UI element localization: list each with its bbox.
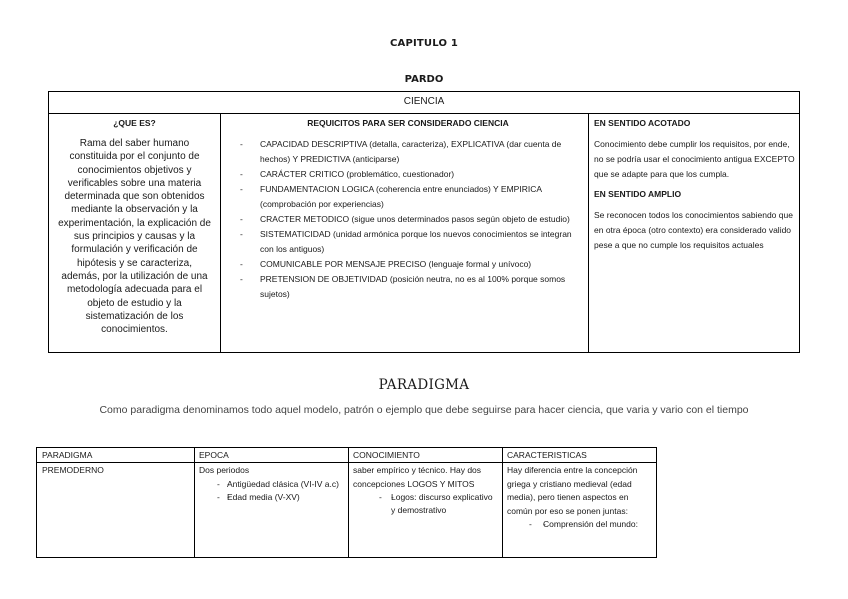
epoca-intro: Dos periodos	[199, 465, 250, 475]
list-item: - CRACTER METODICO (sigue unos determinados pasos según objeto de estudio)	[234, 212, 582, 227]
epoca-list	[199, 478, 343, 504]
list-item: - - Antigüedad clásica (VI-IV a.c)	[227, 478, 343, 491]
list-item: - CARÁCTER CRITICO (problemático, cuestionador)	[234, 167, 582, 182]
cell-paradigma: PREMODERNO	[42, 465, 104, 475]
list-item: - FUNDAMENTACION LOGICA (coherencia entre enunciados) Y EMPIRICA (comprobación por experiencias)	[234, 182, 582, 212]
paradigma-table	[36, 447, 657, 558]
ciencia-table	[48, 91, 800, 353]
list-item: - CAPACIDAD DESCRIPTIVA (detalla, caracteriza), EXPLICATIVA (dar cuenta de hechos) Y PREDICTIVA (anticiparse)	[234, 137, 582, 167]
header-caracteristicas: CARACTERISTICAS	[507, 450, 587, 460]
sentido-amplio-heading: EN SENTIDO AMPLIO	[594, 189, 682, 199]
ciencia-table-header: CIENCIA	[49, 92, 799, 114]
requisitos-list	[234, 137, 582, 302]
list-item: - - Edad media (V-XV)	[227, 491, 343, 504]
caracteristicas-list	[507, 518, 653, 531]
conocimiento-intro: saber empírico y técnico. Hay dos concepciones LOGOS Y MITOS	[353, 465, 482, 489]
list-item: - - Logos: discurso explicativo y demostrativo	[391, 491, 497, 517]
requisitos-heading: REQUICITOS PARA SER CONSIDERADO CIENCIA	[307, 118, 509, 128]
sentido-acotado-heading: EN SENTIDO ACOTADO	[594, 118, 691, 128]
list-item: - COMUNICABLE POR MENSAJE PRECISO (lenguaje formal y unívoco)	[234, 257, 582, 272]
caracteristicas-intro: Hay diferencia entre la concepción griega y cristiano medieval (edad media), pero tienen aspectos en común por eso se ponen juntas:	[507, 465, 638, 516]
cell-caracteristicas	[502, 464, 658, 531]
que-es-column	[49, 114, 220, 352]
conocimiento-list	[353, 491, 497, 517]
requisitos-column	[220, 114, 588, 352]
cell-epoca	[194, 464, 348, 504]
list-item: - PRETENSION DE OBJETIVIDAD (posición neutra, no es al 100% porque somos sujetos)	[234, 272, 582, 302]
header-conocimiento: CONOCIMIENTO	[353, 450, 420, 460]
list-item: - - Comprensión del mundo:	[543, 518, 653, 531]
cell-conocimiento	[348, 464, 502, 517]
section-title-pardo: PARDO	[404, 74, 444, 85]
chapter-title: CAPITULO 1	[389, 38, 459, 49]
que-es-heading: ¿QUE ES?	[113, 118, 156, 128]
sentido-column	[588, 114, 801, 352]
paradigma-title: PARADIGMA	[378, 377, 470, 393]
header-epoca: EPOCA	[199, 450, 229, 460]
header-paradigma: PARADIGMA	[42, 450, 93, 460]
list-item: - SISTEMATICIDAD (unidad armónica porque los nuevos conocimientos se integran con los antiguos)	[234, 227, 582, 257]
paradigma-description: Como paradigma denominamos todo aquel modelo, patrón o ejemplo que debe seguirse para hacer ciencia, que varia y vario con el tiempo	[99, 404, 749, 416]
que-es-text: Rama del saber humano constituida por el conjunto de conocimientos objetivos y verificables sobre una materia determinada que son obtenidos mediante la observación y la experimentación, la explicación de sus principios y causas y la formulación y verificación de hipótesis y se caracteriza, además, por la utilización de una metodología adecuada para el objeto de estudio y la sistematización de los conocimientos.	[58, 138, 211, 336]
sentido-amplio-text: Se reconocen todos los conocimientos sabiendo que en otra época (otro contexto) era considerado valido pese a que no cumple los requisitos actuales	[594, 210, 793, 250]
sentido-acotado-text: Conocimiento debe cumplir los requisitos, por ende, no se podría usar el conocimiento antigua EXCEPTO que se adapte para que los cumpla.	[594, 139, 795, 179]
